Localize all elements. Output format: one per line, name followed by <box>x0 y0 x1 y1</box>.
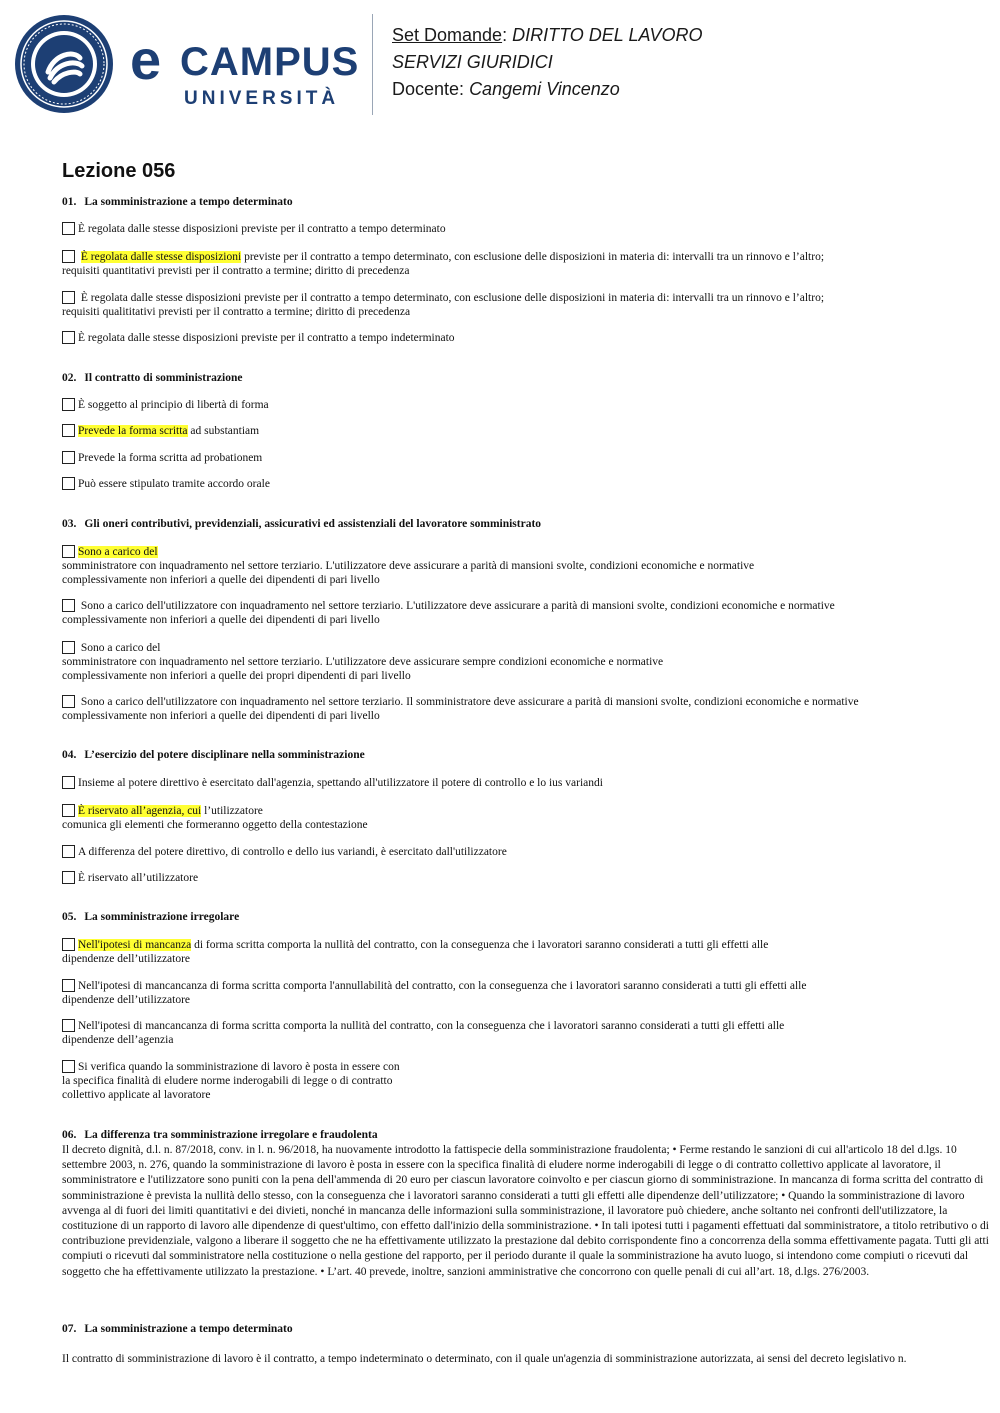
checkbox[interactable] <box>62 477 75 490</box>
ecampus-seal-logo <box>14 14 114 114</box>
checkbox[interactable] <box>62 222 75 235</box>
checkbox[interactable] <box>62 871 75 884</box>
answer-option: Sono a carico dell'utilizzatore con inquadramento nel settore terziario. Il somministratore deve assicurare a parità di mansioni svolte, condizioni economiche e normative complessivamente non inferiori a quelle dei dipendenti di pari livello <box>62 696 859 722</box>
teacher-value: Cangemi Vincenzo <box>469 79 620 99</box>
answer-option: Prevede la forma scritta ad substantiam <box>62 424 982 438</box>
answer-option: Insieme al potere direttivo è esercitato dall'agenzia, spettando all'utilizzatore il potere di controllo e lo ius variandi <box>62 776 982 790</box>
checkbox[interactable] <box>62 641 75 654</box>
question-title: 06. La differenza tra somministrazione irregolare e fraudolenta <box>62 1129 378 1141</box>
checkbox[interactable] <box>62 331 75 344</box>
highlight: È regolata dalle stesse disposizioni <box>80 251 242 263</box>
answer-option: È regolata dalle stesse disposizioni previste per il contratto a tempo determinato <box>62 222 982 236</box>
checkbox[interactable] <box>62 938 75 951</box>
answer-option: A differenza del potere direttivo, di controllo e dello ius variandi, è esercitato dall'utilizzatore <box>62 845 982 859</box>
checkbox[interactable] <box>62 804 75 817</box>
checkbox[interactable] <box>62 845 75 858</box>
answer-option: Sono a carico dell'utilizzatore con inquadramento nel settore terziario. L'utilizzatore deve assicurare a parità di mansioni svolte, condizioni economiche e normative complessivamente non inferiori a quelle dei dipendenti di pari livello <box>62 600 835 626</box>
question-title: 02. Il contratto di somministrazione <box>62 372 243 384</box>
checkbox[interactable] <box>62 291 75 304</box>
checkbox[interactable] <box>62 695 75 708</box>
question-title: 05. La somministrazione irregolare <box>62 911 240 923</box>
answer-option: È regolata dalle stesse disposizioni previste per il contratto a tempo indeterminato <box>62 331 982 345</box>
highlight: È riservato all’agenzia, cui <box>78 805 202 817</box>
checkbox[interactable] <box>62 451 75 464</box>
answer-option: Nell'ipotesi di mancancanza di forma scritta comporta la nullità del contratto, con la conseguenza che i lavoratori saranno considerati a tutti gli effetti alle dipendenze dell’agenzia <box>62 1020 785 1046</box>
answer-option: È regolata dalle stesse disposizioni previste per il contratto a tempo determinato, con esclusione delle disposizioni in materia di: intervalli tra un rinnovo e l’altro; requisiti quantitativi previsti per il contratto a termine; diritto di precedenza <box>62 251 825 277</box>
answer-option: È riservato all’utilizzatore <box>62 871 982 885</box>
teacher-label: Docente: <box>392 79 465 99</box>
answer-option: Nell'ipotesi di mancanza di forma scritta comporta la nullità del contratto, con la conseguenza che i lavoratori saranno considerati a tutti gli effetti alle dipendenze dell’utilizzatore <box>62 939 769 965</box>
checkbox[interactable] <box>62 250 75 263</box>
checkbox[interactable] <box>62 776 75 789</box>
question-title: 01. La somministrazione a tempo determinato <box>62 196 293 208</box>
answer-option: È riservato all’agenzia, cui l’utilizzatore comunica gli elementi che formeranno oggetto della contestazione <box>62 805 368 831</box>
answer-paragraph: Il contratto di somministrazione di lavoro è il contratto, a tempo indeterminato o determinato, con il quale un'agenzia di somministrazione autorizzata, ai sensi del decreto legislativo n. <box>62 1353 907 1365</box>
header-divider <box>372 14 373 115</box>
brand-subtitle: UNIVERSITÀ <box>184 88 340 109</box>
brand-e: e <box>130 28 162 91</box>
checkbox[interactable] <box>62 545 75 558</box>
answer-option: Sono a carico del somministratore con inquadramento nel settore terziario. L'utilizzatore deve assicurare a parità di mansioni svolte, condizioni economiche e normative complessivamente non inferiori a quelle dei dipendenti di pari livello <box>62 546 755 586</box>
answer-option: Prevede la forma scritta ad probationem <box>62 451 982 465</box>
checkbox[interactable] <box>62 398 75 411</box>
checkbox[interactable] <box>62 424 75 437</box>
set-label: Set Domande <box>392 25 503 45</box>
highlight: Prevede la forma scritta <box>78 425 188 437</box>
course-line2: SERVIZI GIURIDICI <box>392 52 553 72</box>
course-info: Set Domande: DIRITTO DEL LAVORO SERVIZI GIURIDICI Docente: Cangemi Vincenzo <box>392 25 703 99</box>
answer-option: È soggetto al principio di libertà di forma <box>62 398 982 412</box>
brand-name: CAMPUS <box>180 40 360 84</box>
highlight: Sono a carico del <box>78 546 158 558</box>
answer-option: Nell'ipotesi di mancancanza di forma scritta comporta l'annullabilità del contratto, con la conseguenza che i lavoratori saranno considerati a tutti gli effetti alle dipendenze dell’utilizzatore <box>62 980 807 1006</box>
highlight: Nell'ipotesi di mancanza <box>78 939 192 951</box>
checkbox[interactable] <box>62 1019 75 1032</box>
checkbox[interactable] <box>62 979 75 992</box>
set-value: DIRITTO DEL LAVORO <box>512 25 703 45</box>
question-title: 07. La somministrazione a tempo determinato <box>62 1323 293 1335</box>
answer-option: Si verifica quando la somministrazione di lavoro è posta in essere con la specifica finalità di eludere norme inderogabili di legge o di contratto collettivo applicate al lavoratore <box>62 1061 400 1101</box>
answer-option: È regolata dalle stesse disposizioni previste per il contratto a tempo determinato, con esclusione delle disposizioni in materia di: intervalli tra un rinnovo e l’altro; requisiti qualititativi previsti per il contratto a termine; diritto di precedenza <box>62 292 825 318</box>
checkbox[interactable] <box>62 1060 75 1073</box>
ecampus-wordmark <box>130 28 360 110</box>
question-title: 04. L’esercizio del potere disciplinare nella somministrazione <box>62 749 365 761</box>
answer-paragraph: Il decreto dignità, d.l. n. 87/2018, conv. in l. n. 96/2018, ha nuovamente introdotto la fattispecie della somministrazione fraudolenta; • Ferme restando le sanzioni di cui all'articolo 18 del d.lgs. 10 settembre 2003, n. 276, quando la somministrazione di lavoro è posta in essere con la specifica finalità di eludere norme inderogabili di legge o di contratto collettivo applicate al lavoratore, il somministratore e l'utilizzatore sono puniti con la pena dell'ammenda di 20 euro per ciascun lavoratore coinvolto e per ciascun giorno di somministrazione. In mancanza di forma scritta del contratto di somministrazione è prevista la nullità dello stesso, con la conseguenza che i lavoratori saranno considerati a tutti gli effetti alle dipendenze dell’utilizzatore; • Quando la somministrazione di lavoro avvenga al di fuori dei limiti quantitativi e dei divieti, nonché in mancanza delle informazioni sulla somministrazione, il lavoratore può chiedere, anche soltanto nei confronti dell'utilizzatore, la costituzione di un rapporto di lavoro alle dipendenze di quest'ultimo, con effetto dall'inizio della somministrazione. • In tali ipotesi tutti i pagamenti effettuati dal somministratore, a titolo retributivo o di contribuzione previdenziale, valgono a liberare il soggetto che ne ha effettivamente utilizzato la prestazione dal debito corrispondente fino a concorrenza della somma effettivamente pagata. Tutti gli atti compiuti o ricevuti dal somministratore nella costituzione o nella gestione del rapporto, per il periodo durante il quale la somministrazione ha avuto luogo, si intendono come compiuti o ricevuti dal soggetto che ha effettivamente utilizzato la prestazione. • L’art. 40 prevede, inoltre, sanzioni amministrative che concorrono con quelle penali di cui all’art. 18, d.lgs. 276/2003. <box>62 1144 989 1278</box>
question-title: 03. Gli oneri contributivi, previdenziali, assicurativi ed assistenziali del lavoratore somministrato <box>62 518 542 530</box>
answer-option: Sono a carico del somministratore con inquadramento nel settore terziario. L'utilizzatore deve assicurare sempre condizioni economiche e normative complessivamente non inferiori a quelle dei propri dipendenti di pari livello <box>62 642 664 682</box>
lesson-title: Lezione 056 <box>62 160 176 182</box>
checkbox[interactable] <box>62 599 75 612</box>
answer-option: Può essere stipulato tramite accordo orale <box>62 477 982 491</box>
